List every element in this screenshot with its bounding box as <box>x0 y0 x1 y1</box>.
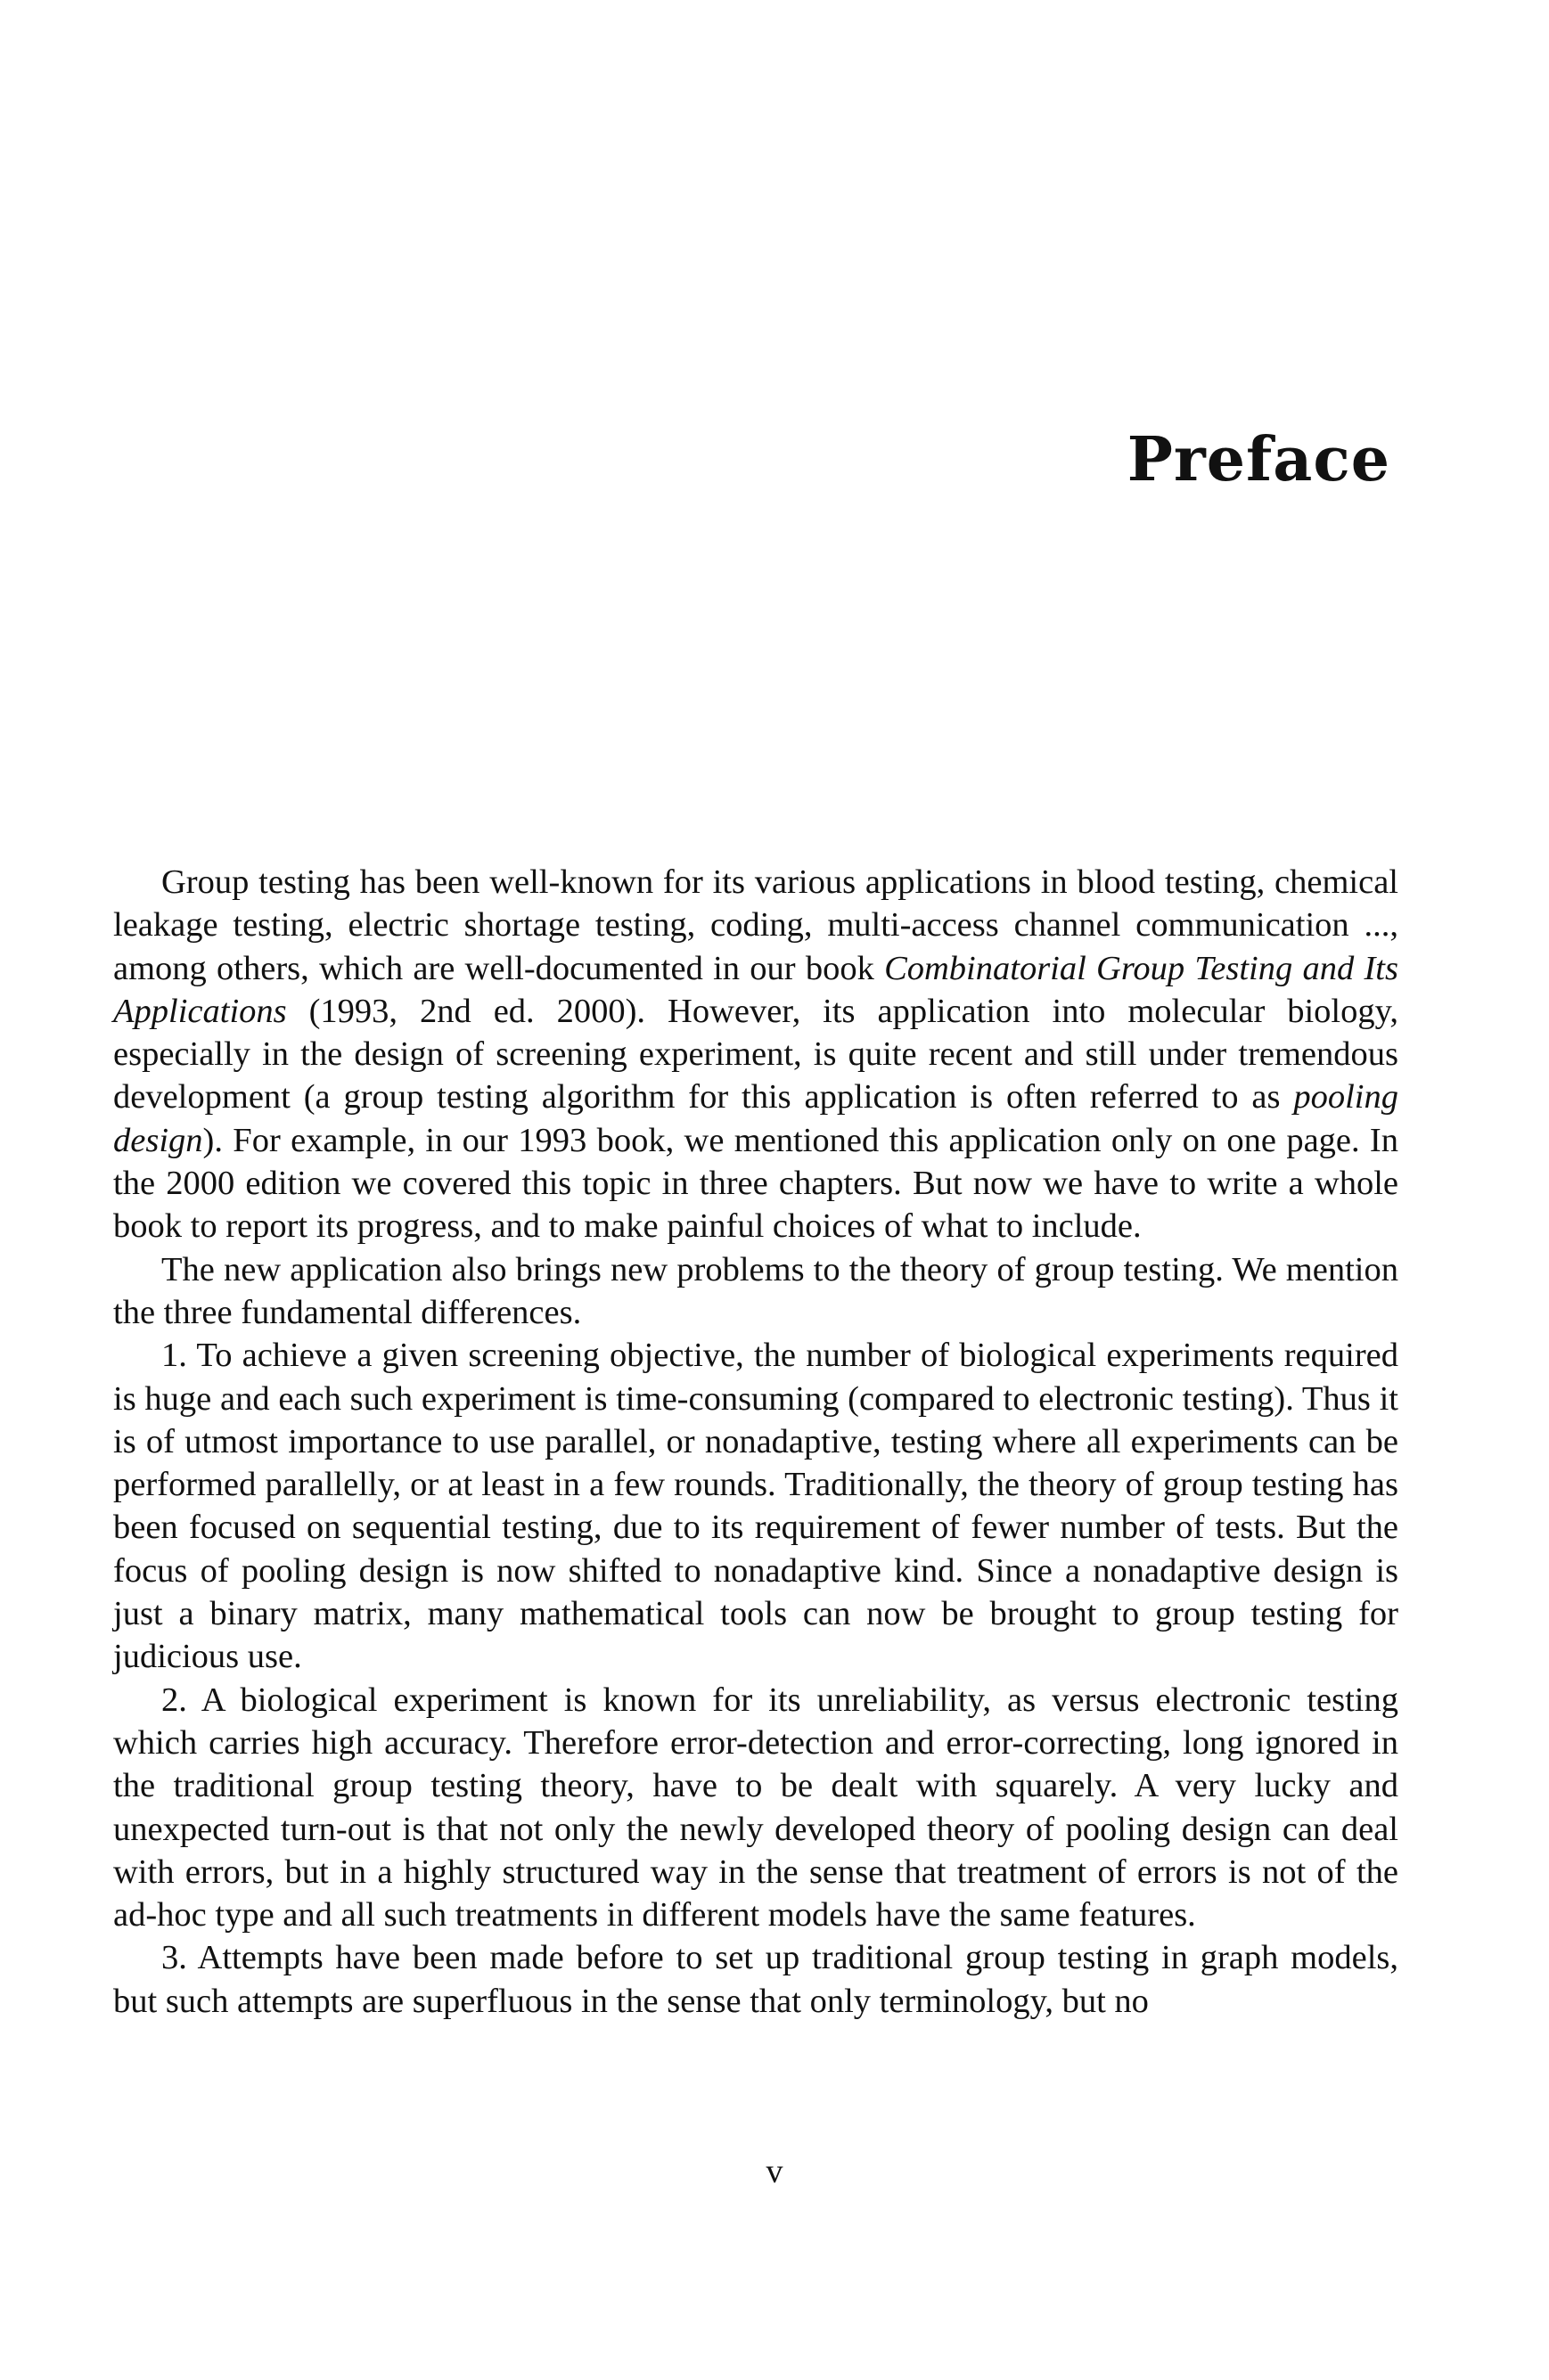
paragraph-3: 1. To achieve a given screening objective, the number of biological experiments required is huge and each such experiment is time-consuming (compared to electronic testing). Thus it is of utmost importance to use parallel, or nonadaptive, testing where all experiments can be performed parallelly, or at least in a few rounds. Traditionally, the theory of group testing has been focused on sequential testing, due to its requirement of fewer number of tests. But the focus of pooling design is now shifted to nonadaptive kind. Since a nonadaptive design is just a binary matrix, many mathematical tools can now be brought to group testing for judicious use. <box>113 1337 1398 1676</box>
paragraph-5: 3. Attempts have been made before to set up traditional group testing in graph models, but such attempts are superfluous in the sense that only terminology, but no <box>113 1939 1398 2020</box>
page-number: v <box>766 2153 783 2190</box>
preface-body <box>113 861 1398 2023</box>
paragraph-1-part-a: Group testing has been well-known for its various applications in blood testing, chemical leakage testing, electric shortage testing, coding, multi-access channel communication ..., among others, which are well-documented in our book <box>113 863 1398 987</box>
page-title: Preface <box>1127 424 1390 495</box>
pooling-design-term: pooling design <box>113 1078 1398 1159</box>
book-title: Combinatorial Group Testing and Its Applications <box>113 949 1398 1030</box>
paragraph-1 <box>113 861 1398 1248</box>
paragraph-1-part-b: (1993, 2nd ed. 2000). However, its application into molecular biology, especially in the design of screening experiment, is quite recent and still under tremendous development (a group testing algorithm for this application is often referred to as <box>113 992 1398 1116</box>
paragraph-1-part-c: ). For example, in our 1993 book, we mentioned this application only on one page. In the 2000 edition we covered this topic in three chapters. But now we have to write a whole book to report its progress, and to make painful choices of what to include. <box>113 1121 1398 1246</box>
paragraph-2: The new application also brings new problems to the theory of group testing. We mention the three fundamental differences. <box>113 1250 1398 1331</box>
paragraph-4: 2. A biological experiment is known for its unreliability, as versus electronic testing which carries high accuracy. Therefore error-detection and error-correcting, long ignored in the traditional group testing theory, have to be dealt with squarely. A very lucky and unexpected turn-out is that not only the newly developed theory of pooling design can deal with errors, but in a highly structured way in the sense that treatment of errors is not of the ad-hoc type and all such treatments in different models have the same features. <box>113 1681 1398 1934</box>
